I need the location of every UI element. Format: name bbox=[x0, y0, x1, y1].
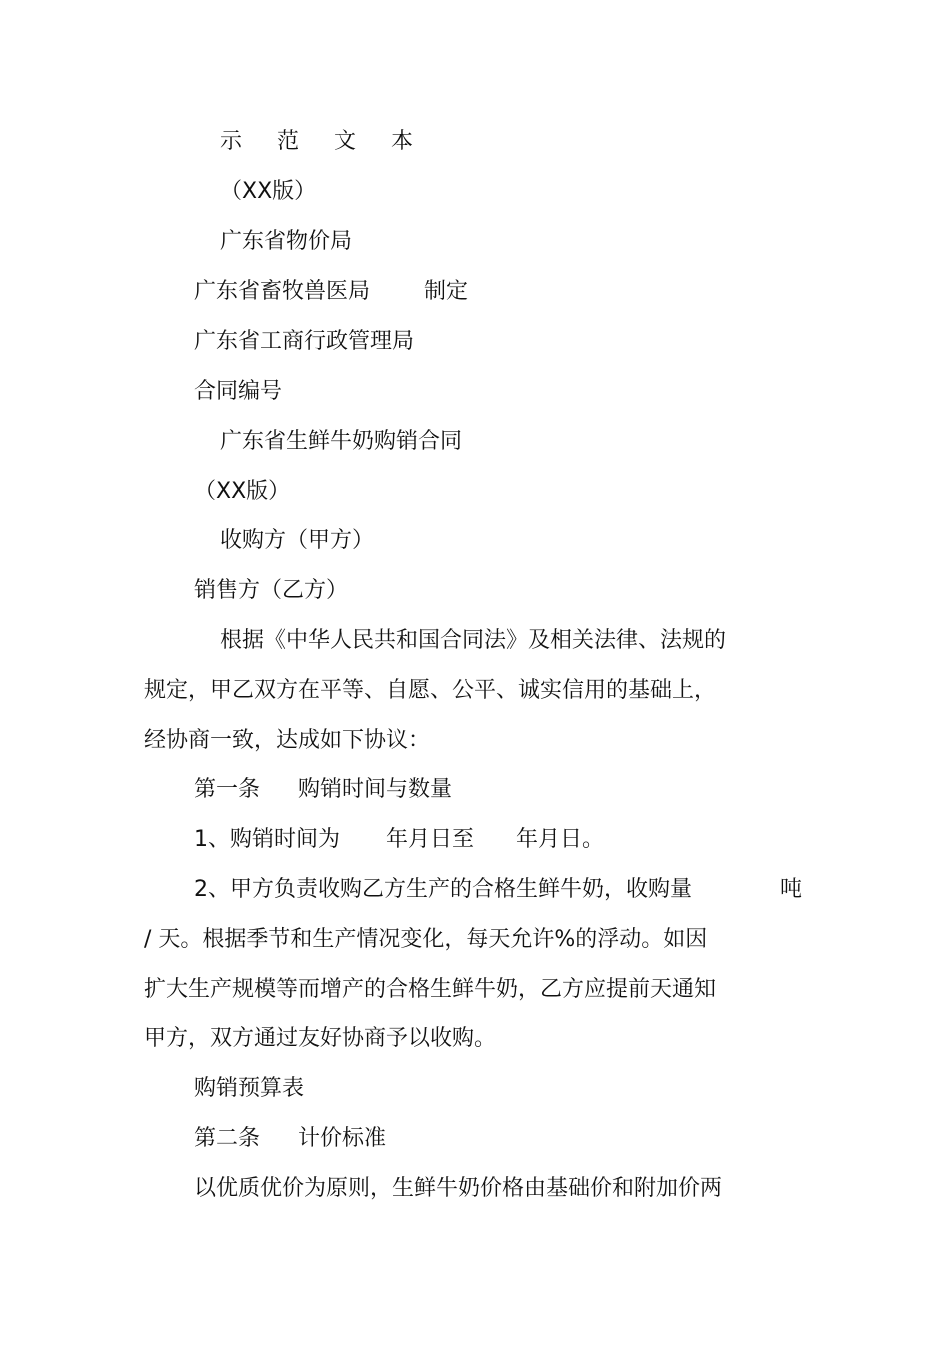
contract-title: 广东省生鲜牛奶购销合同 bbox=[220, 429, 463, 454]
model-text-heading: 示 范 文 本 bbox=[220, 129, 427, 154]
article-1-item-1-end-date: 年月日。 bbox=[516, 827, 605, 852]
article-1-item-2-line: 扩大生产规模等而增产的合格生鲜牛奶，乙方应提前天通知 bbox=[144, 977, 717, 1002]
issued-label: 制定 bbox=[424, 279, 469, 304]
article-2-number: 第二条 bbox=[194, 1126, 261, 1151]
issuer-animal-husbandry-bureau: 广东省畜牧兽医局 bbox=[194, 279, 371, 304]
article-1-title: 购销时间与数量 bbox=[298, 777, 453, 802]
contract-version-label: （XX版） bbox=[194, 479, 291, 504]
article-1-item-1-text: 1、购销时间为 bbox=[194, 827, 340, 852]
issuer-industry-commerce-bureau: 广东省工商行政管理局 bbox=[194, 329, 415, 354]
article-1-item-2-line: 甲方，双方通过友好协商予以收购。 bbox=[144, 1026, 497, 1051]
buyer-party: 收购方（甲方） bbox=[220, 528, 375, 553]
article-1-item-2-text: 2、甲方负责收购乙方生产的合格生鲜牛奶，收购量 bbox=[194, 877, 692, 902]
article-1-number: 第一条 bbox=[194, 777, 261, 802]
contract-number-label: 合同编号 bbox=[194, 379, 283, 404]
article-1-item-2-unit: 吨 bbox=[780, 877, 803, 902]
article-1-item-1-start-date: 年月日至 bbox=[386, 827, 475, 852]
preamble-line: 根据《中华人民共和国合同法》及相关法律、法规的 bbox=[220, 628, 727, 653]
budget-table-label: 购销预算表 bbox=[194, 1076, 305, 1101]
article-2-title: 计价标准 bbox=[298, 1126, 387, 1151]
preamble-line: 规定，甲乙双方在平等、自愿、公平、诚实信用的基础上， bbox=[144, 678, 717, 703]
preamble-line: 经协商一致，达成如下协议： bbox=[144, 728, 431, 753]
version-label: （XX版） bbox=[220, 179, 317, 204]
issuer-price-bureau: 广东省物价局 bbox=[220, 229, 353, 254]
article-2-line: 以优质优价为原则，生鲜牛奶价格由基础价和附加价两 bbox=[194, 1176, 723, 1201]
article-1-item-2-line: / 天。根据季节和生产情况变化，每天允许%的浮动。如因 bbox=[144, 927, 708, 952]
seller-party: 销售方（乙方） bbox=[194, 578, 349, 603]
